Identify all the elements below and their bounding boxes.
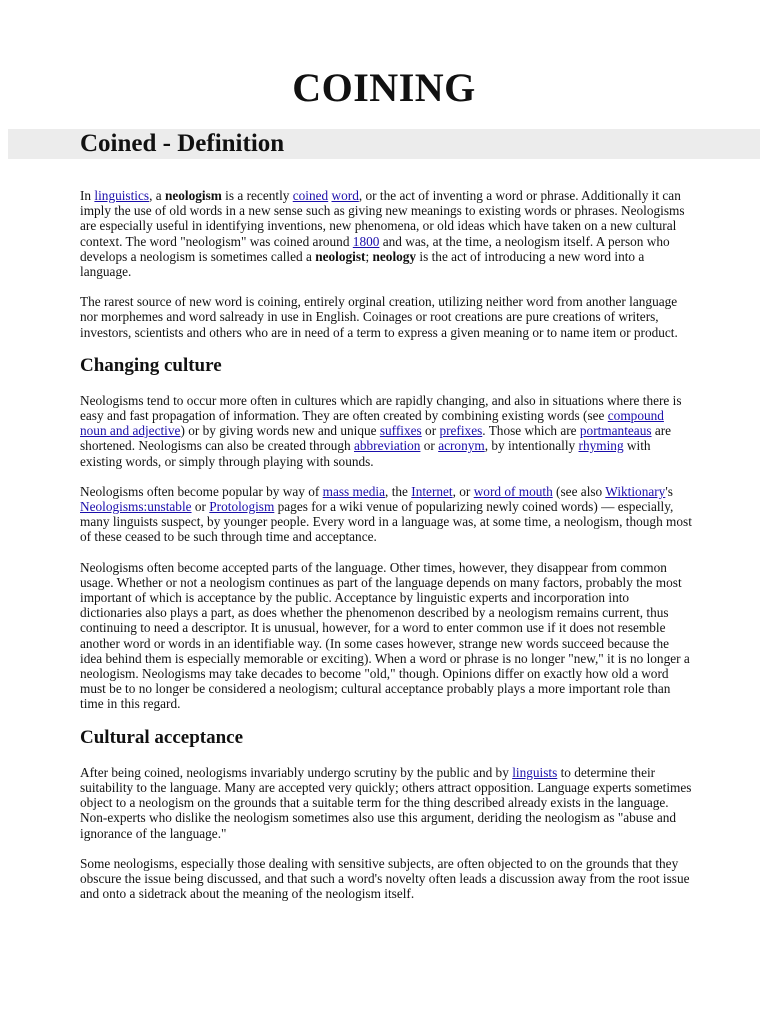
heading-changing-culture: Changing culture <box>80 354 222 376</box>
text: After being coined, neologisms invariably undergo scrutiny by the public and by <box>80 764 513 780</box>
paragraph-changing-culture <box>80 393 692 469</box>
link-word[interactable]: word <box>331 188 359 203</box>
link-word-of-mouth[interactable]: word of mouth <box>473 483 553 499</box>
text: ) or by giving words new and unique <box>180 423 380 439</box>
link-portmanteaus[interactable]: portmanteaus <box>579 423 652 439</box>
link-linguists[interactable]: linguists <box>512 764 558 780</box>
term-neology: neology <box>372 248 417 264</box>
text: , or <box>452 483 474 499</box>
text: , or the act of inventing a word or phrase. Additionally it can imply the use of old words in a new sense such as giving new meanings to existing words or phrases. Neologisms are especially useful in identifying inventions, new phenomena, or old ideas which have taken on a new cultural context. The word "neologism" was coined around <box>80 188 685 249</box>
page-title: COINING <box>292 65 476 110</box>
text: or <box>420 438 439 454</box>
text: ; <box>365 248 373 264</box>
text: with existing words, or simply through playing with sounds. <box>80 438 651 469</box>
section-heading-band <box>8 129 760 159</box>
paragraph-scrutiny <box>80 765 692 841</box>
link-mass-media[interactable]: mass media <box>322 483 386 499</box>
link-neologisms-unstable[interactable]: Neologisms:unstable <box>80 499 192 515</box>
text: , a <box>149 188 165 203</box>
paragraph-rarest-source: The rarest source of new word is coining, entirely orginal creation, utilizing neither word from another language nor morphemes and word salready in use in English. Coinages or root creations are pure creations of writers, investors, scientists and others who are in need of a term to express a given meaning or to name item or product. <box>80 294 678 340</box>
text: or <box>421 423 440 439</box>
paragraph-popular <box>80 484 692 545</box>
link-abbreviation[interactable]: abbreviation <box>353 438 421 454</box>
paragraph-intro <box>80 188 692 279</box>
text: In <box>80 188 95 203</box>
text: . Those which are <box>482 423 580 439</box>
text: Neologisms tend to occur more often in cultures which are rapidly changing, and also in situations where there is easy and fast propagation of information. They are often created by combining existing words (see <box>80 392 682 424</box>
section-heading-coined-definition: Coined - Definition <box>80 130 285 157</box>
text: , by intentionally <box>484 438 579 454</box>
text: Neologisms often become popular by way of <box>80 483 323 499</box>
text: or <box>191 499 210 515</box>
text: (see also <box>552 483 606 499</box>
link-acronym[interactable]: acronym <box>438 438 485 454</box>
link-protologism[interactable]: Protologism <box>209 499 275 515</box>
paragraph-sensitive-subjects: Some neologisms, especially those dealing with sensitive subjects, are often objected to on the grounds that they obscure the issue being discussed, and that such a word's novelty often leads a discussion away from the root issue and onto a sidetrack about the meaning of the neologism itself. <box>80 855 690 902</box>
term-neologist: neologist <box>315 248 366 264</box>
text: to determine their suitability to the language. Many are accepted very quickly; others attract opposition. Language experts sometimes object to a neologism on the grounds that a suitable term for the thing described already exists in the language. Non-experts who dislike the neologism sometimes also use this argument, deriding the neologism as "abuse and ignorance of the language." <box>80 764 692 841</box>
link-rhyming[interactable]: rhyming <box>578 438 624 454</box>
link-linguistics[interactable]: linguistics <box>94 188 150 203</box>
text: is the act of introducing a new word into a language. <box>80 248 645 280</box>
link-wiktionary[interactable]: Wiktionary <box>605 483 666 499</box>
text: are shortened. Neologisms can also be created through <box>80 423 672 454</box>
text: and was, at the time, a neologism itself. A person who develops a neologism is sometimes called a <box>80 233 670 264</box>
article-body <box>80 188 692 916</box>
term-neologism: neologism <box>164 188 222 203</box>
text: , the <box>385 483 412 499</box>
text: pages for a wiki venue of popularizing newly coined words) — especially, many linguists suspect, by younger people. Every word in a language was, at some time, a neologism, though most of these ceased to be such through time and acceptance. <box>80 499 692 545</box>
link-internet[interactable]: Internet <box>411 483 453 499</box>
link-compound-noun[interactable]: compound noun and adjective <box>80 408 664 439</box>
link-prefixes[interactable]: prefixes <box>439 423 483 439</box>
link-coined[interactable]: coined <box>292 188 329 203</box>
heading-cultural-acceptance: Cultural acceptance <box>80 726 244 748</box>
paragraph-accepted-parts: Neologisms often become accepted parts of the language. Other times, however, they disappear from common usage. Whether or not a neologism continues as part of the language depends on many factors, probably the most important of which is acceptance by the public. Acceptance by linguistic experts and incorporation into dictionaries also plays a part, as does whether the phenomenon described by a neologism remains current, thus continuing to need a descriptor. It is unusual, however, for a word to enter common use if it does not resemble another word or words in an identifiable way. (In some cases however, strange new words succeed because the idea behind them is especially memorable or exciting). When a word or phrase is no longer "new," it is no longer a neologism. Neologisms may take decades to become "old," though. Opinions differ on exactly how old a word must be to no longer be considered a neologism; cultural acceptance probably plays a more important role than time in this regard. <box>80 559 690 712</box>
text: 's <box>665 483 673 499</box>
link-1800[interactable]: 1800 <box>352 233 380 249</box>
text: is a recently <box>221 188 293 203</box>
link-suffixes[interactable]: suffixes <box>379 423 422 439</box>
